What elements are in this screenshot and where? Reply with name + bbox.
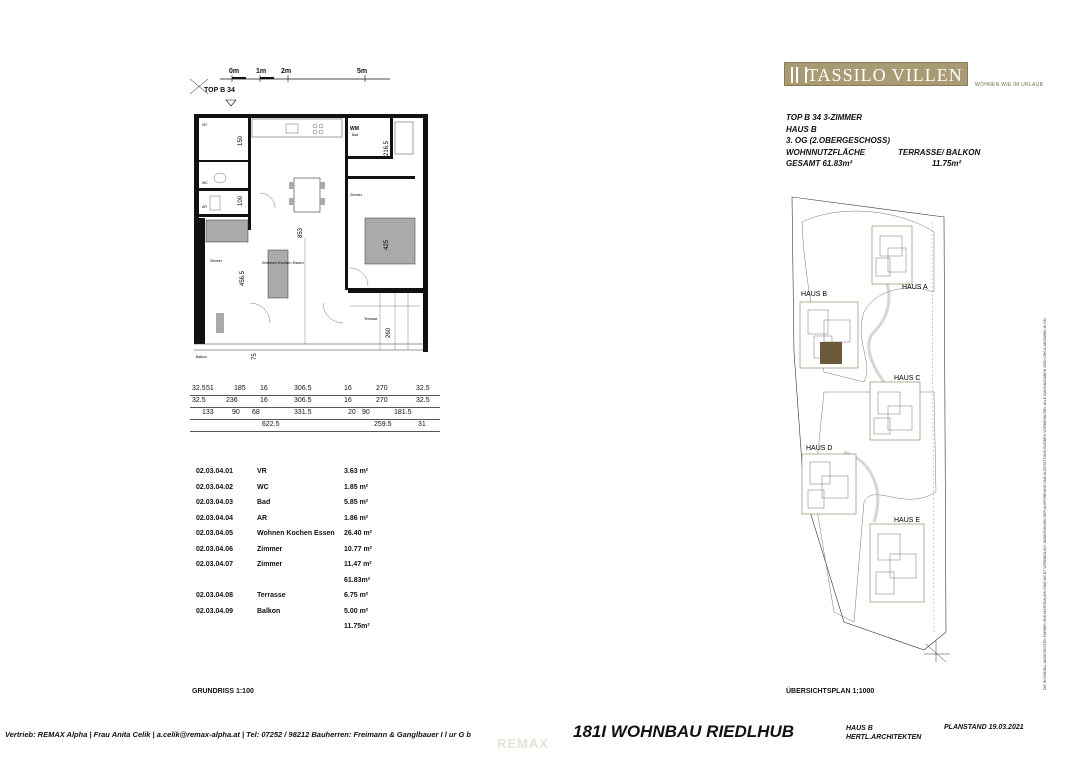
plan-label-zimmer2: Zimmer <box>350 193 362 197</box>
room-row: 02.03.04.07 Zimmer 11.47 m² <box>196 561 372 568</box>
room-schedule <box>196 468 396 639</box>
building-haus-e <box>870 524 924 602</box>
dimension-table <box>190 384 440 432</box>
room-row: 02.03.04.01 VR 3.63 m² <box>196 468 369 475</box>
dimension-row: 32.5 51 185 16 306.5 16 270 32.5 <box>190 384 440 396</box>
remax-watermark: REMAX <box>497 736 549 751</box>
room-row: 02.03.04.03 Bad 5.85 m² <box>196 499 369 506</box>
unit-label: TOP B 34 <box>204 87 235 94</box>
room-row: 02.03.04.08 Terrasse 6.75 m² <box>196 592 369 599</box>
floor-plan <box>190 88 440 378</box>
side-note: DIE IM MODELL ANGEZEIGTEN FARBEN UND MATERIALIEN SIND NICHT VERBINDLICH. ÄNDERUNGEN DER AUSFÜHRUNG UND AUSSTATTUNG BLEIBEN VORBEHALTEN. ALLE MASSANGABEN SIND CIRCA-ANGABEN IN CM. <box>1043 317 1047 690</box>
footer-architect: HERTL.ARCHITEKTEN <box>846 734 922 741</box>
dim-75: 75 <box>252 353 258 360</box>
dim-260: 260 <box>386 327 392 338</box>
info-terrace-total: 11.75m² <box>932 159 962 169</box>
label-haus-c: HAUS C <box>894 375 921 382</box>
scale-label-5: 5m <box>357 68 368 75</box>
building-haus-b <box>800 302 858 368</box>
info-area-total: GESAMT 61.83m² <box>786 159 853 169</box>
label-haus-e: HAUS E <box>894 517 921 524</box>
room-row: 02.03.04.05 Wohnen Kochen Essen 26.40 m² <box>196 530 373 537</box>
footer-planstand: PLANSTAND 19.03.2021 <box>944 724 1024 731</box>
footer-contact: Vertrieb: REMAX Alpha | Frau Anita Celik | a.celik@remax-alpha.at | Tel: 07252 / 98212 Bauherren: Freimann & Ganglbauer I l ur G b <box>5 730 471 739</box>
site-plan <box>784 192 959 662</box>
plan-label-terrasse: Terrasse <box>364 317 378 321</box>
plan-label-wc: WC <box>202 181 208 185</box>
room-subtotal-row: 61.83m² <box>344 576 371 584</box>
room-row: 02.03.04.06 Zimmer 10.77 m² <box>196 545 373 553</box>
grundriss-caption: GRUNDRISS 1:100 <box>192 688 254 695</box>
room-subtotal-row: 11.75m² <box>344 623 370 630</box>
highlighted-unit <box>820 342 842 364</box>
footer-haus: HAUS B HERTL.ARCHITEKTEN <box>846 725 922 741</box>
info-floor: 3. OG (2.OBERGESCHOSS) <box>786 136 891 146</box>
room-row: 02.03.04.09 Balkon 5.00 m² <box>196 607 369 615</box>
scale-label-1: 1m <box>256 68 267 75</box>
dimension-row: 133 90 68 331.5 20 90 181.5 <box>190 408 440 420</box>
dim-100: 100 <box>238 195 244 206</box>
plan-label-wohnen: Wohnen Kochen Essen <box>262 260 304 265</box>
dim-150: 150 <box>238 135 244 146</box>
project-logo <box>784 62 968 86</box>
dim-425: 425 <box>384 239 390 250</box>
label-haus-a: HAUS A <box>902 284 928 291</box>
dim-216: 216.5 <box>384 140 390 156</box>
project-title: 181I WOHNBAU RIEDLHUB <box>573 722 795 741</box>
info-unit: TOP B 34 3-ZIMMER <box>786 113 863 122</box>
plan-label-zimmer1: Zimmer <box>210 259 222 263</box>
scale-label-0: 0m <box>229 68 240 75</box>
plan-label-bad: Bad <box>352 133 359 137</box>
site-caption: ÜBERSICHTSPLAN 1:1000 <box>786 688 875 695</box>
info-haus: HAUS B <box>786 124 817 134</box>
room-row: 02.03.04.02 WC 1.85 m² <box>196 483 369 491</box>
room-row: 02.03.04.04 AR 1.86 m² <box>196 514 369 522</box>
label-haus-b: HAUS B <box>801 291 828 298</box>
scale-label-2: 2m <box>281 68 292 75</box>
logo-bars-icon <box>791 67 807 83</box>
plan-label-ar: AR <box>202 205 207 209</box>
plan-label-wm: WM <box>350 126 359 132</box>
building-haus-d <box>802 454 856 514</box>
dim-456: 456.5 <box>240 270 246 286</box>
dim-853: 853 <box>298 227 304 238</box>
building-haus-c <box>870 382 920 440</box>
info-area-label: WOHNNUTZFLÄCHE <box>786 147 866 157</box>
dimension-row: 32.5 236 16 306.5 16 270 32.5 <box>190 396 440 408</box>
footer <box>0 720 1080 750</box>
building-haus-a <box>872 226 912 284</box>
unit-info <box>786 112 981 170</box>
plan-label-balkon: Balkon <box>196 355 207 359</box>
logo-text: TASSILO VILLEN <box>807 65 963 85</box>
label-haus-d: HAUS D <box>806 445 833 452</box>
info-terrace-label: TERRASSE/ BALKON <box>898 147 981 157</box>
plan-label-vr: VR <box>202 123 207 127</box>
dimension-row: 622.5 259.5 31 <box>190 420 440 432</box>
logo-tagline: WOHNEN WIE IM URLAUB <box>975 82 1044 88</box>
